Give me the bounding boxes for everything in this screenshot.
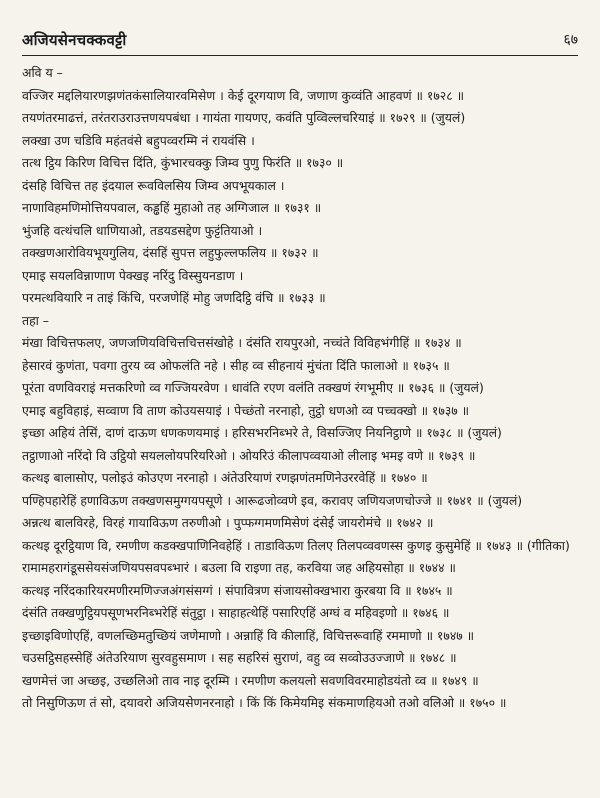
text-line: पूरंता वणविवराइं मत्तकरिणो व्व गज्जियरवेण । धावंति रएण वलंति तक्खणं रंगभूमीए ॥ १७३६ ॥ (जुयलं) — [22, 380, 484, 395]
text-line: कत्थइ बालासोए, पलोइउं कोउएण नरनाहो । अंतेउरियाणं रणझणंतमणिनेउररवेहिं ॥ १७४० ॥ — [22, 470, 428, 485]
text-line: तट्ठाणाओ नरिंदो वि उट्ठियो सयललोयपरियरिओ । ओयरिउं कीलापव्वयाओ लीलाइ भमइ वणे ॥ १७३९ ॥ — [22, 447, 476, 463]
text-line: तयणंतरमाढत्तं, तरंतराउराउत्तणयपबंधा । गायंता गायणए, कवंति पुव्विल्लचरियाइं ॥ १७२९ ॥ (जुयलं) — [22, 110, 466, 125]
text-line: कत्थइ नरिंदकारियरमणीरमणिज्जअंगसंसग्गं । संपावित्रण संजायसोक्खभारा कुरबया वि ॥ १७४५ ॥ — [22, 582, 453, 598]
text-line: दंसंति तक्खणुट्ठियपसूणभरनिब्भरेहिं संतुट्ठा । साहाहत्थेहिं पसारिएहिं अग्घं व महिवइणो ॥ १७४६ ॥ — [22, 605, 450, 620]
page-number: ६७ — [563, 32, 578, 48]
text-line: तो निसुणिऊण तं सो, दयावरो अजियसेणनरनाहो । किं किं किमेयमिइ संकमाणहियओ तओ वलिओ ॥ १७५० ॥ — [22, 695, 507, 710]
text-line: कत्थइ दूरट्ठियाण वि, रमणीण कडक्खपाणिनिवहेहिं । ताडाविऊण तिलए तिलपव्ववणस्स कुणइ कुसुमेहिं ॥ १७४३ ॥ (गीतिका) — [22, 537, 570, 553]
text-line: चउसट्ठिसहस्सेहिं अंतेउरियाण सुरवहुसमाण । सह सहरिसं सुराणं, वहु व्व सव्वोउउज्जाणे ॥ १७४८ ॥ — [22, 650, 457, 665]
text-line: मंखा विचित्तफलए, जणजणियविचित्तचित्तसंखोहे । दंसंति रायपुरओ, नच्चंते विविहभंगीहिं ॥ १७३४ ॥ — [22, 335, 462, 350]
text-line: इच्छाइविणोएहिं, वणलच्छिमतुच्छियं जणेमाणो । अन्नाहिं वि कीलाहिं, विचित्तरूवाहिं रममाणो ॥ १७४७ ॥ — [22, 627, 475, 643]
text-line: तत्थ ट्ठिय किरिण विचित्त दिंति, कुंभारचक्कु जिम्व पुणु फिरंति ॥ १७३० ॥ — [22, 155, 344, 170]
text-line: वज्जिर मद्दलियारणझणंतकंसालियारवमिसेण । केई दूरगयाण वि, जणाण कुव्वंति आहवणं ॥ १७२८ ॥ — [22, 87, 465, 103]
text-line: अन्नत्थ बालविरहे, विरहं गायाविऊण तरुणीओ । पुप्फग्गमणमिसेणं दंसेई जायरोमंचे ॥ १७४२ ॥ — [22, 515, 434, 530]
verse-text — [22, 62, 588, 715]
text-line: पण्हिपहारेहिं हणाविऊण तक्खणसमुग्गयपसूणे । आरूढजोव्वणे इव, करावए जणियजणचोज्जे ॥ १७४१ ॥ (जुयलं) — [22, 492, 523, 508]
text-line: रामामहरागंडूससेयसंजणियपसवपब्भारं । बउला वि राइणा तह, करविया जह अहियसोहा ॥ १७४४ ॥ — [22, 560, 456, 575]
running-title: अजियसेनचक्कवट्टी — [22, 31, 127, 49]
text-line: अवि य – — [22, 65, 63, 80]
text-line: दंसहि विचित्त तह इंदयाल रूवविलसिय जिम्व अपभूयकाल । — [22, 177, 285, 193]
text-line: लक्खा उण चडिवि महंतवंसे बहुपव्वरम्मि नं रायवंसि । — [22, 132, 255, 148]
text-line: नाणाविहमणिमोत्तियपवाल, कड्ढहिं मुहाओ तह अग्गिजाल ॥ १७३१ ॥ — [22, 200, 322, 215]
text-line: हेसारवं कुणंता, पवगा तुरय व्व ओफलंति नहे । सीह व्व सीहनायं मुंचंता दिंति फालाओ ॥ १७३५ ॥ — [22, 357, 450, 373]
text-line: भुंजहि वत्थंचलि धाणियाओ, तडयडसद्देण फुट्टंतियाओ । — [22, 222, 263, 238]
text-line: एमाइ बहुविहाइं, सव्वाण वि ताण कोउयसयाइं । पेच्छंतो नरनाहो, तुट्ठो धणओ व्व पच्चक्खो ॥ १७३७ ॥ — [22, 402, 470, 418]
page-header — [22, 30, 578, 52]
header-rule — [22, 55, 578, 56]
text-line: तहा – — [22, 312, 49, 328]
text-line: तक्खणआरोवियभूयगुलिय, दंसहिं सुपत्त लहुफुल्लफलिय ॥ १७३२ ॥ — [22, 245, 319, 260]
text-line: परमत्थवियारि न ताइं किंचि, परजणेहिं मोहु जणदिट्ठि वंचि ॥ १७३३ ॥ — [22, 290, 326, 305]
text-line: खणमेत्तं जा अच्छइ, उच्छलिओ ताव नाइ दूरम्मि । रमणीण कलयलो सवणविवरमाहोडयंतो व्व ॥ १७४९ ॥ — [22, 672, 479, 688]
text-line: इच्छा अहियं तेसिं, दाणं दाऊण धणकणयमाइं । हरिसभरनिब्भरे ते, विसज्जिए नियनिट्ठाणे ॥ १७३८ ॥ (जुयलं) — [22, 425, 502, 440]
text-line: एमाइ सयलविन्नाणाण पेक्खइ नरिंदु विस्सुयनडाण । — [22, 267, 244, 283]
